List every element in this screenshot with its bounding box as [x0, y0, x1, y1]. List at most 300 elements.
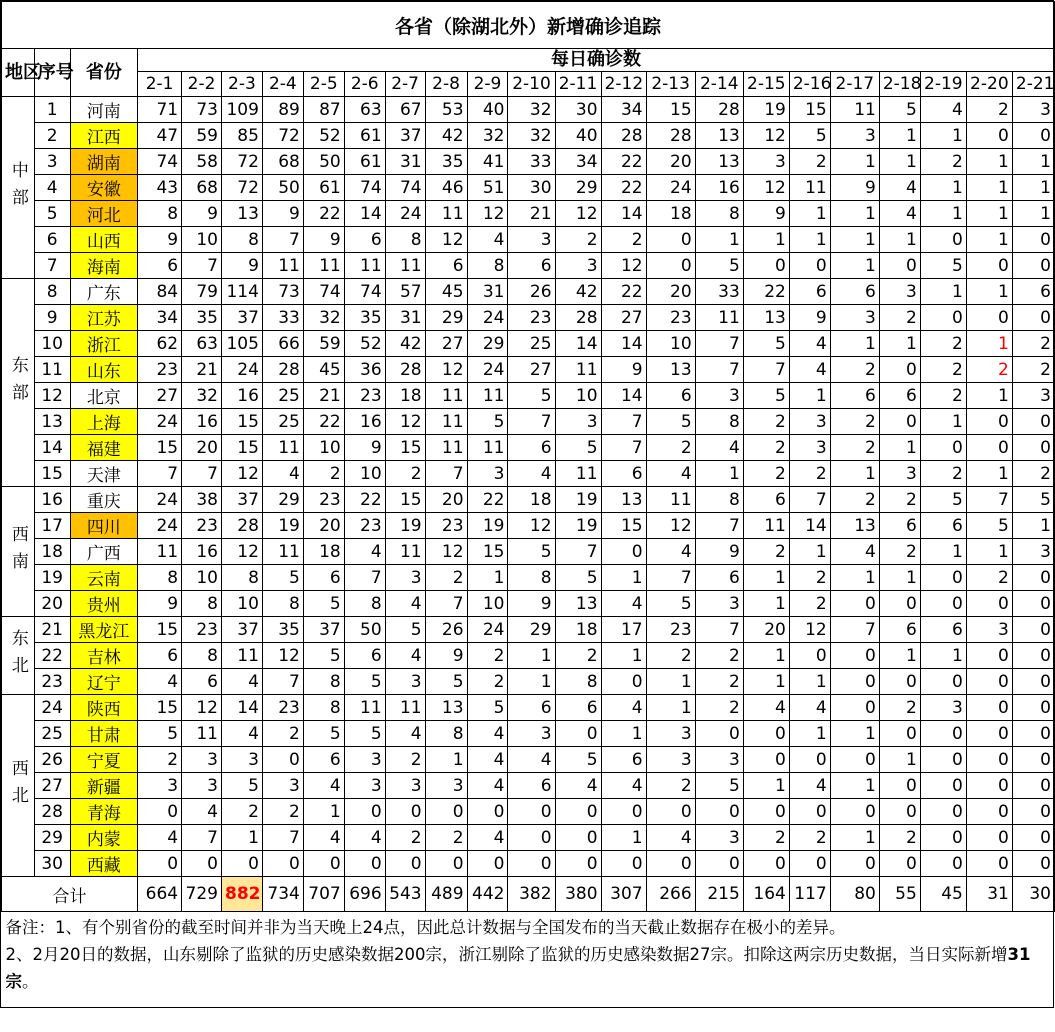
daily-count: 3 [467, 461, 508, 487]
daily-count: 8 [695, 201, 743, 227]
daily-count: 11 [425, 409, 467, 435]
province-name: 黑龙江 [70, 617, 138, 643]
daily-count: 0 [1012, 617, 1054, 643]
row-seq: 15 [34, 461, 70, 487]
daily-count: 1 [601, 721, 646, 747]
daily-count: 1 [695, 227, 743, 253]
daily-count: 8 [182, 643, 222, 669]
daily-count: 0 [830, 799, 879, 825]
daily-count: 11 [425, 435, 467, 461]
province-name: 宁夏 [70, 747, 138, 773]
daily-count: 31 [385, 305, 425, 331]
daily-count: 4 [920, 97, 966, 123]
daily-count: 11 [743, 513, 789, 539]
daily-count: 2 [303, 461, 344, 487]
row-seq: 17 [34, 513, 70, 539]
daily-count: 72 [221, 175, 262, 201]
daily-count: 0 [508, 851, 555, 877]
row-seq: 2 [34, 123, 70, 149]
row-seq: 13 [34, 409, 70, 435]
region-name: 西北 [6, 759, 30, 813]
date-header: 2-14 [695, 72, 743, 97]
daily-count: 2 [879, 305, 920, 331]
daily-count: 10 [221, 591, 262, 617]
daily-count: 73 [262, 279, 303, 305]
daily-count: 79 [182, 279, 222, 305]
daily-count: 1 [743, 565, 789, 591]
daily-count: 0 [920, 747, 966, 773]
daily-count: 34 [555, 149, 601, 175]
daily-count: 30 [555, 97, 601, 123]
daily-count: 7 [344, 565, 385, 591]
province-name: 青海 [70, 799, 138, 825]
daily-count: 1 [830, 773, 879, 799]
daily-count: 3 [262, 773, 303, 799]
daily-count: 1 [1012, 513, 1054, 539]
daily-count: 5 [508, 539, 555, 565]
row-seq: 3 [34, 149, 70, 175]
daily-count: 11 [555, 461, 601, 487]
daily-count: 46 [425, 175, 467, 201]
daily-count: 5 [221, 773, 262, 799]
daily-count: 45 [425, 279, 467, 305]
daily-count: 41 [467, 149, 508, 175]
daily-count: 12 [425, 539, 467, 565]
daily-count: 6 [182, 669, 222, 695]
daily-count: 12 [646, 513, 695, 539]
daily-count: 4 [789, 695, 830, 721]
row-seq: 30 [34, 851, 70, 877]
daily-count: 0 [601, 669, 646, 695]
daily-count: 51 [467, 175, 508, 201]
daily-count: 32 [303, 305, 344, 331]
daily-count: 47 [138, 123, 182, 149]
daily-count: 1 [920, 123, 966, 149]
table-row [2, 643, 1055, 669]
daily-count: 1 [879, 565, 920, 591]
daily-count: 68 [262, 149, 303, 175]
daily-count: 31 [385, 149, 425, 175]
row-seq: 20 [34, 591, 70, 617]
daily-count: 11 [344, 695, 385, 721]
daily-count: 0 [920, 565, 966, 591]
daily-count: 24 [467, 305, 508, 331]
daily-count: 0 [1012, 123, 1054, 149]
row-seq: 23 [34, 669, 70, 695]
daily-count: 7 [262, 669, 303, 695]
daily-count: 109 [221, 97, 262, 123]
date-header: 2-4 [262, 72, 303, 97]
daily-count: 61 [344, 149, 385, 175]
daily-count: 19 [555, 513, 601, 539]
date-header: 2-9 [467, 72, 508, 97]
daily-count: 23 [646, 617, 695, 643]
daily-count: 2 [221, 799, 262, 825]
daily-count: 0 [601, 539, 646, 565]
daily-count: 2 [879, 825, 920, 851]
table-row [2, 409, 1055, 435]
daily-count: 25 [508, 331, 555, 357]
daily-count: 1 [830, 201, 879, 227]
daily-count: 2 [879, 539, 920, 565]
daily-count: 72 [221, 149, 262, 175]
daily-count: 3 [508, 721, 555, 747]
daily-count: 5 [743, 331, 789, 357]
daily-count: 1 [1012, 149, 1054, 175]
daily-count: 1 [646, 695, 695, 721]
daily-count: 20 [743, 617, 789, 643]
daily-count: 8 [695, 487, 743, 513]
daily-count: 71 [138, 97, 182, 123]
table-row [2, 669, 1055, 695]
daily-count: 0 [966, 435, 1012, 461]
total-count: 734 [262, 877, 303, 912]
daily-count: 8 [467, 253, 508, 279]
daily-count: 1 [830, 461, 879, 487]
daily-count: 2 [743, 461, 789, 487]
daily-count: 4 [646, 825, 695, 851]
daily-count: 29 [508, 617, 555, 643]
daily-count: 4 [646, 539, 695, 565]
province-name: 湖南 [70, 149, 138, 175]
daily-count: 1 [695, 461, 743, 487]
daily-count: 22 [743, 279, 789, 305]
daily-count: 1 [1012, 201, 1054, 227]
date-header: 2-21 [1012, 72, 1054, 97]
daily-count: 0 [789, 799, 830, 825]
daily-count: 74 [385, 175, 425, 201]
daily-count: 35 [182, 305, 222, 331]
daily-count: 3 [1012, 97, 1054, 123]
date-header: 2-11 [555, 72, 601, 97]
daily-count: 4 [467, 773, 508, 799]
daily-count: 7 [262, 825, 303, 851]
daily-count: 4 [695, 435, 743, 461]
daily-count: 9 [262, 201, 303, 227]
daily-count: 0 [966, 123, 1012, 149]
daily-count: 6 [601, 747, 646, 773]
daily-count: 28 [601, 123, 646, 149]
daily-count: 2 [920, 383, 966, 409]
daily-count: 4 [467, 825, 508, 851]
daily-count: 0 [789, 253, 830, 279]
daily-count: 9 [508, 591, 555, 617]
daily-count: 0 [966, 643, 1012, 669]
daily-count: 3 [695, 825, 743, 851]
daily-count: 0 [920, 773, 966, 799]
daily-count: 10 [182, 227, 222, 253]
region-name: 西南 [6, 525, 30, 579]
daily-count: 7 [508, 409, 555, 435]
daily-count: 11 [425, 201, 467, 227]
daily-count: 7 [601, 409, 646, 435]
daily-count: 12 [467, 201, 508, 227]
daily-count: 0 [467, 799, 508, 825]
daily-count: 22 [303, 201, 344, 227]
daily-count: 0 [1012, 851, 1054, 877]
table-row [2, 695, 1055, 721]
table-row [2, 201, 1055, 227]
daily-count: 0 [646, 253, 695, 279]
daily-count: 0 [646, 799, 695, 825]
daily-count: 4 [830, 539, 879, 565]
daily-count: 1 [601, 643, 646, 669]
daily-count: 6 [789, 279, 830, 305]
daily-count: 2 [920, 461, 966, 487]
daily-count: 10 [182, 565, 222, 591]
daily-count: 5 [695, 773, 743, 799]
daily-count: 13 [425, 695, 467, 721]
daily-count: 114 [221, 279, 262, 305]
daily-count: 20 [646, 279, 695, 305]
daily-count: 9 [138, 227, 182, 253]
daily-count: 11 [182, 721, 222, 747]
total-count: 215 [695, 877, 743, 912]
daily-count: 7 [182, 825, 222, 851]
daily-count: 22 [303, 409, 344, 435]
row-seq: 24 [34, 695, 70, 721]
daily-count: 6 [138, 253, 182, 279]
daily-count: 4 [303, 773, 344, 799]
daily-count: 21 [182, 357, 222, 383]
daily-count: 2 [695, 643, 743, 669]
daily-count: 59 [303, 331, 344, 357]
row-seq: 29 [34, 825, 70, 851]
daily-count: 2 [920, 331, 966, 357]
total-count: 380 [555, 877, 601, 912]
daily-count: 20 [182, 435, 222, 461]
daily-count: 3 [879, 461, 920, 487]
daily-count: 18 [646, 201, 695, 227]
daily-count: 27 [425, 331, 467, 357]
daily-count: 50 [303, 149, 344, 175]
daily-count: 2 [646, 773, 695, 799]
province-name: 福建 [70, 435, 138, 461]
daily-count: 0 [966, 305, 1012, 331]
daily-count: 0 [1012, 669, 1054, 695]
daily-count: 5 [344, 669, 385, 695]
daily-count: 8 [138, 201, 182, 227]
table-row [2, 487, 1055, 513]
daily-count: 2 [385, 461, 425, 487]
date-header: 2-16 [789, 72, 830, 97]
daily-count: 29 [425, 305, 467, 331]
daily-count: 2 [789, 591, 830, 617]
daily-count: 2 [920, 149, 966, 175]
daily-count: 12 [262, 643, 303, 669]
daily-count: 27 [508, 357, 555, 383]
daily-count: 15 [646, 97, 695, 123]
table-title: 各省（除湖北外）新增确诊追踪 [2, 2, 1055, 49]
daily-count: 28 [385, 357, 425, 383]
daily-count: 9 [743, 201, 789, 227]
daily-count: 23 [138, 357, 182, 383]
daily-count: 7 [743, 357, 789, 383]
table-row [2, 97, 1055, 123]
daily-count: 6 [879, 617, 920, 643]
daily-count: 6 [508, 695, 555, 721]
daily-count: 5 [646, 591, 695, 617]
daily-count: 23 [646, 305, 695, 331]
daily-count: 5 [879, 97, 920, 123]
daily-count: 7 [425, 461, 467, 487]
daily-count: 2 [830, 409, 879, 435]
daily-count: 0 [508, 825, 555, 851]
daily-count: 12 [743, 175, 789, 201]
daily-count: 1 [789, 201, 830, 227]
daily-count: 4 [385, 643, 425, 669]
date-header: 2-6 [344, 72, 385, 97]
daily-count: 1 [789, 669, 830, 695]
note-line-1: 备注：1、有个别省份的截至时间并非为当天晚上24点，因此总计数据与全国发布的当天截止数据存在极小的差异。 [6, 914, 1051, 941]
daily-count: 4 [385, 721, 425, 747]
daily-count: 1 [601, 825, 646, 851]
daily-count: 52 [303, 123, 344, 149]
daily-count: 35 [262, 617, 303, 643]
daily-count: 5 [555, 435, 601, 461]
province-name: 四川 [70, 513, 138, 539]
daily-count: 6 [879, 383, 920, 409]
daily-count: 9 [182, 201, 222, 227]
daily-count: 0 [138, 799, 182, 825]
daily-count: 0 [646, 227, 695, 253]
daily-count: 11 [695, 305, 743, 331]
daily-count: 0 [966, 747, 1012, 773]
daily-count: 0 [1012, 565, 1054, 591]
daily-count: 0 [1012, 721, 1054, 747]
daily-count: 1 [789, 721, 830, 747]
daily-count: 2 [1012, 331, 1054, 357]
daily-count: 1 [830, 149, 879, 175]
total-count: 707 [303, 877, 344, 912]
daily-count: 1 [789, 539, 830, 565]
daily-count: 24 [138, 409, 182, 435]
daily-count: 1 [879, 331, 920, 357]
daily-count: 0 [830, 851, 879, 877]
table-row [2, 383, 1055, 409]
daily-count: 17 [601, 617, 646, 643]
daily-count: 11 [425, 383, 467, 409]
daily-count: 8 [303, 695, 344, 721]
table-row [2, 123, 1055, 149]
daily-count: 14 [344, 201, 385, 227]
daily-count: 7 [695, 513, 743, 539]
daily-count: 5 [508, 383, 555, 409]
daily-count: 0 [601, 799, 646, 825]
daily-count: 15 [138, 435, 182, 461]
daily-count: 13 [646, 357, 695, 383]
daily-count: 0 [743, 747, 789, 773]
daily-count: 12 [182, 695, 222, 721]
daily-count: 22 [601, 149, 646, 175]
daily-count: 105 [221, 331, 262, 357]
daily-count: 12 [221, 461, 262, 487]
daily-count: 35 [344, 305, 385, 331]
daily-count: 11 [262, 253, 303, 279]
row-seq: 14 [34, 435, 70, 461]
daily-count: 6 [138, 643, 182, 669]
daily-count: 5 [695, 253, 743, 279]
daily-count: 3 [344, 747, 385, 773]
daily-count: 37 [221, 617, 262, 643]
daily-count: 11 [221, 643, 262, 669]
region-label [2, 279, 35, 487]
daily-count: 63 [182, 331, 222, 357]
daily-count: 2 [262, 721, 303, 747]
daily-count: 0 [555, 851, 601, 877]
daily-count: 0 [830, 695, 879, 721]
daily-count: 6 [344, 227, 385, 253]
daily-count: 0 [1012, 643, 1054, 669]
daily-count: 6 [830, 383, 879, 409]
daily-count: 1 [303, 799, 344, 825]
daily-count: 6 [601, 461, 646, 487]
daily-count: 29 [262, 487, 303, 513]
total-count: 307 [601, 877, 646, 912]
daily-count: 0 [1012, 305, 1054, 331]
daily-count: 5 [1012, 487, 1054, 513]
daily-count: 3 [789, 409, 830, 435]
region-name: 东部 [6, 356, 30, 410]
daily-count: 2 [830, 487, 879, 513]
daily-count: 10 [344, 461, 385, 487]
daily-count: 10 [555, 383, 601, 409]
daily-count: 3 [425, 773, 467, 799]
daily-count: 16 [182, 409, 222, 435]
row-seq: 19 [34, 565, 70, 591]
daily-count: 1 [966, 539, 1012, 565]
daily-count: 84 [138, 279, 182, 305]
daily-count: 0 [138, 851, 182, 877]
daily-count: 4 [789, 357, 830, 383]
daily-count: 5 [467, 695, 508, 721]
daily-count: 1 [920, 409, 966, 435]
daily-count: 11 [555, 357, 601, 383]
daily-count: 24 [646, 175, 695, 201]
notes-row [2, 912, 1055, 1032]
daily-count: 0 [601, 851, 646, 877]
daily-count: 0 [920, 721, 966, 747]
date-header: 2-13 [646, 72, 695, 97]
daily-count: 31 [467, 279, 508, 305]
daily-count: 10 [646, 331, 695, 357]
daily-count: 28 [555, 305, 601, 331]
daily-count: 27 [601, 305, 646, 331]
daily-count: 0 [425, 799, 467, 825]
daily-count: 14 [555, 331, 601, 357]
daily-count: 29 [467, 331, 508, 357]
daily-count: 21 [508, 201, 555, 227]
daily-count: 9 [221, 253, 262, 279]
table-row [2, 565, 1055, 591]
daily-count: 0 [789, 643, 830, 669]
daily-count: 0 [920, 851, 966, 877]
date-header: 2-8 [425, 72, 467, 97]
total-count: 117 [789, 877, 830, 912]
daily-count: 11 [467, 435, 508, 461]
daily-count: 34 [601, 97, 646, 123]
note-line-2-bold: 31宗 [6, 945, 1031, 991]
daily-count: 1 [966, 461, 1012, 487]
daily-count: 0 [966, 591, 1012, 617]
province-name: 北京 [70, 383, 138, 409]
daily-count: 6 [695, 565, 743, 591]
daily-count: 2 [743, 825, 789, 851]
daily-count: 13 [221, 201, 262, 227]
daily-count: 4 [601, 695, 646, 721]
daily-count: 9 [425, 643, 467, 669]
table-row [2, 539, 1055, 565]
